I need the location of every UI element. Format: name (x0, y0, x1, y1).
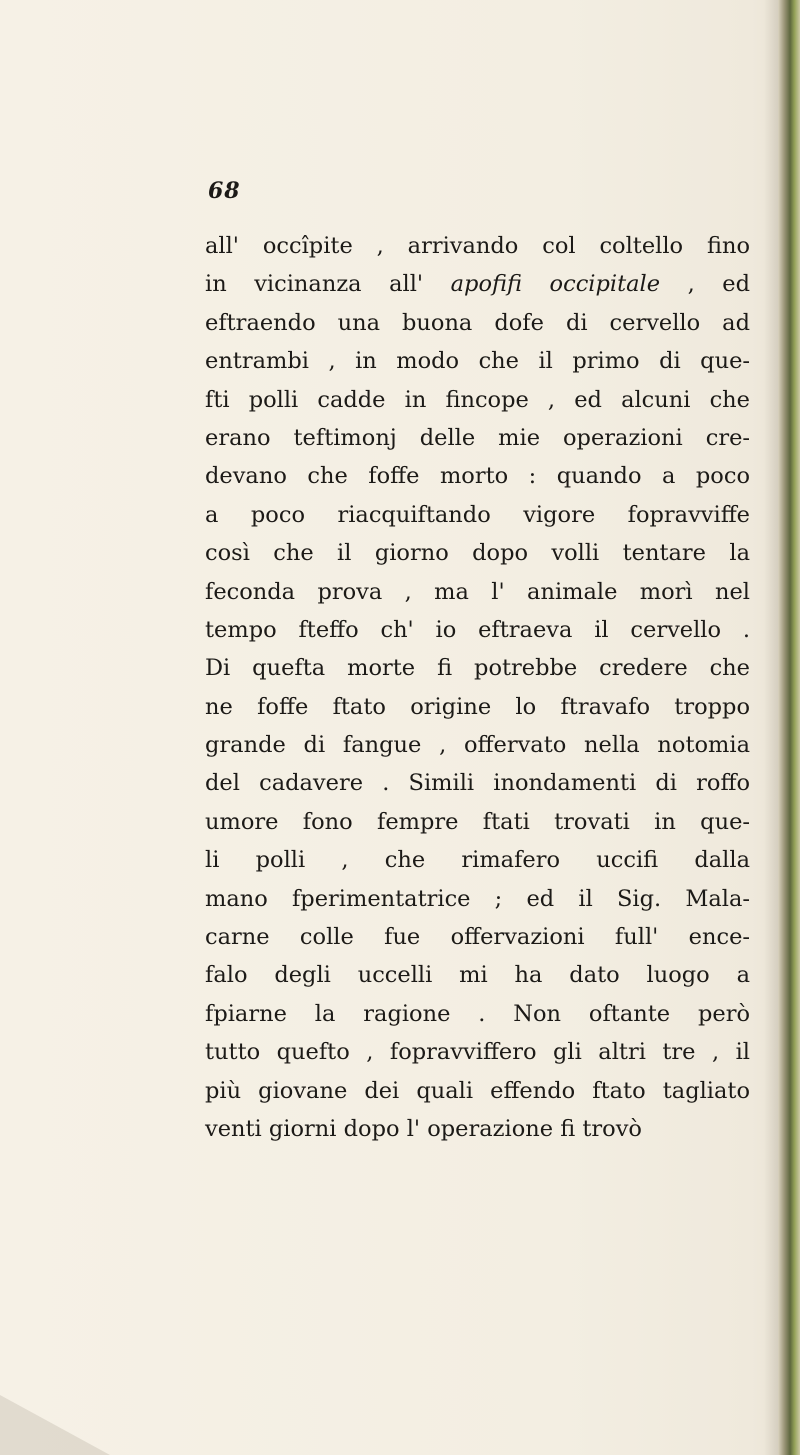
text-line: ne foffe ftato origine lo ftravafo troppo (205, 693, 750, 720)
text-line: feconda prova , ma l' animale morì nel (205, 578, 750, 605)
text-line: entrambi , in modo che il primo di que- (205, 348, 750, 375)
text-line: così che il giorno dopo volli tentare la (205, 540, 750, 567)
text-line: fti polli cadde in fincope , ed alcuni che (205, 386, 750, 413)
page-edge-binding (778, 0, 800, 1455)
body-text (205, 227, 750, 1148)
text-line: venti giorni dopo l' operazione fi trovò (205, 1115, 642, 1142)
text-line: all' occîpite , arrivando col coltello fino (205, 233, 750, 259)
text-line: li polli , che rimafero uccifi dalla (205, 847, 750, 874)
text-line: del cadavere . Simili inondamenti di roffo (205, 770, 750, 797)
italic-term: apofifi occipitale (450, 271, 661, 298)
text-line: erano teftimonj delle mie operazioni cre- (205, 424, 750, 451)
text-line: eftraendo una buona dofe di cervello ad (205, 309, 750, 336)
page-gutter-shadow (764, 0, 778, 1455)
page-number: 68 (208, 178, 241, 204)
text-line: carne colle fue offervazioni full' ence- (205, 924, 750, 951)
text-line: tempo fteffo ch' io eftraeva il cervello . (205, 616, 750, 643)
text-line: fpiarne la ragione . Non oftante però (205, 1000, 750, 1027)
text-line: falo degli uccelli mi ha dato luogo a (205, 962, 750, 989)
text-line: umore fono fempre ftati trovati in que- (205, 808, 750, 835)
text-line: mano fperimentatrice ; ed il Sig. Mala- (205, 885, 750, 912)
text-line: più giovane dei quali effendo ftato tagliato (205, 1077, 750, 1104)
text-line: a poco riacquiftando vigore fopravviffe (205, 501, 750, 528)
text-line: grande di fangue , offervato nella notomia (205, 732, 750, 759)
text-line: in vicinanza all' apofifi occipitale , ed (205, 271, 750, 298)
text-line: devano che foffe morto : quando a poco (205, 463, 750, 490)
text-line: tutto quefto , fopravviffero gli altri tre , il (205, 1039, 750, 1066)
page-corner-fold (0, 1395, 110, 1455)
text-line: Di quefta morte fi potrebbe credere che (205, 655, 750, 682)
